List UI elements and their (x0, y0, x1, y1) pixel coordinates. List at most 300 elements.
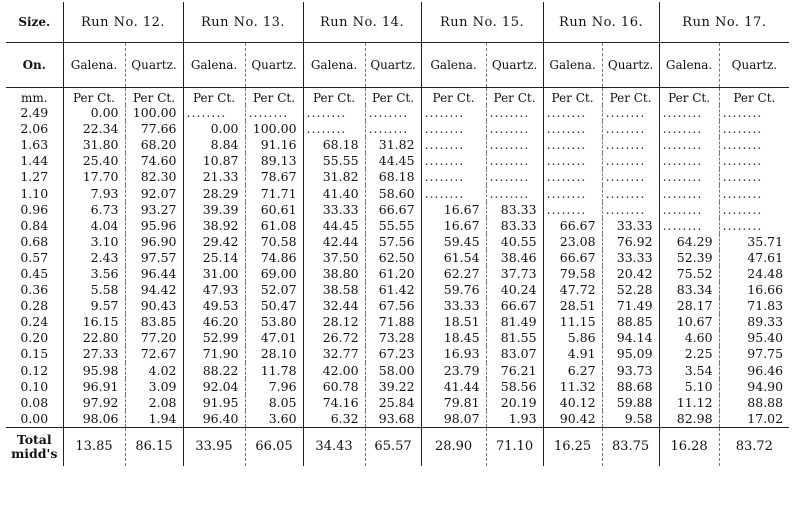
galena-cell: 33.33 (303, 202, 365, 218)
quartz-cell: 94.42 (125, 282, 183, 298)
quartz-cell: ........ (719, 137, 789, 153)
galena-cell: 66.67 (543, 250, 602, 266)
quartz-cell: 77.20 (125, 330, 183, 346)
galena-cell: 11.15 (543, 314, 602, 330)
galena-cell: 98.06 (63, 411, 125, 428)
galena-cell: 23.08 (543, 234, 602, 250)
galena-cell: 79.58 (543, 266, 602, 282)
galena-cell: 4.04 (63, 218, 125, 234)
quartz-cell: 28.10 (245, 346, 303, 362)
quartz-cell: 60.61 (245, 202, 303, 218)
quartz-cell: 93.27 (125, 202, 183, 218)
table-row (6, 346, 789, 362)
galena-cell: ........ (659, 218, 719, 234)
size-unit: mm. (6, 88, 63, 106)
data-table (6, 2, 789, 466)
galena-cell: ........ (543, 105, 602, 121)
size-cell: 0.28 (20, 298, 49, 314)
table-body (6, 88, 789, 466)
quartz-cell: 4.02 (125, 363, 183, 379)
size-cell: 0.24 (20, 314, 49, 330)
galena-cell: ........ (421, 169, 486, 185)
total-galena-cell: 16.25 (543, 427, 602, 466)
quartz-cell: 20.42 (602, 266, 659, 282)
quartz-cell: 52.07 (245, 282, 303, 298)
table-row (6, 185, 789, 201)
galena-cell: 5.10 (659, 379, 719, 395)
quartz-header: Quartz. (486, 43, 543, 88)
total-quartz-cell: 65.57 (365, 427, 421, 466)
size-cell: 0.36 (20, 282, 49, 298)
size-cell: 0.00 (20, 410, 49, 426)
table-row (6, 105, 789, 121)
quartz-cell: 72.67 (125, 346, 183, 362)
galena-cell: 52.39 (659, 250, 719, 266)
galena-header: Galena. (421, 43, 486, 88)
galena-cell: 16.15 (63, 314, 125, 330)
table-row (6, 379, 789, 395)
quartz-cell: ........ (486, 105, 543, 121)
quartz-cell: 3.60 (245, 411, 303, 428)
quartz-cell: 81.55 (486, 330, 543, 346)
galena-cell: 66.67 (543, 218, 602, 234)
quartz-header: Quartz. (602, 43, 659, 88)
size-cell: 0.20 (20, 330, 49, 346)
galena-cell: 79.81 (421, 395, 486, 411)
total-galena-cell: 16.28 (659, 427, 719, 466)
quartz-cell: 1.94 (125, 411, 183, 428)
galena-cell: 62.27 (421, 266, 486, 282)
quartz-cell: 82.30 (125, 169, 183, 185)
percent-unit: Per Ct. (602, 88, 659, 106)
quartz-cell: 93.68 (365, 411, 421, 428)
quartz-cell: ........ (365, 105, 421, 121)
galena-cell: 46.20 (183, 314, 245, 330)
quartz-cell: 53.80 (245, 314, 303, 330)
galena-cell: 2.43 (63, 250, 125, 266)
quartz-cell: ........ (602, 121, 659, 137)
quartz-cell: ........ (602, 105, 659, 121)
galena-cell: 52.99 (183, 330, 245, 346)
galena-cell: 29.42 (183, 234, 245, 250)
galena-cell: 3.54 (659, 363, 719, 379)
galena-cell: ........ (543, 153, 602, 169)
quartz-cell: 96.90 (125, 234, 183, 250)
galena-cell: 97.92 (63, 395, 125, 411)
quartz-cell: 88.88 (719, 395, 789, 411)
size-cell: 0.12 (20, 362, 49, 378)
quartz-cell: 38.46 (486, 250, 543, 266)
galena-cell: 61.54 (421, 250, 486, 266)
galena-cell: 88.22 (183, 363, 245, 379)
table-row (6, 330, 789, 346)
units-row (6, 88, 789, 106)
size-cell: 0.68 (20, 233, 49, 249)
galena-cell: 4.91 (543, 346, 602, 362)
table-row (6, 395, 789, 411)
run-header: Run No. 12. (63, 2, 183, 43)
galena-cell: 22.34 (63, 121, 125, 137)
quartz-cell: ........ (602, 185, 659, 201)
quartz-cell: 25.84 (365, 395, 421, 411)
percent-unit: Per Ct. (486, 88, 543, 106)
size-cell: 1.27 (20, 169, 49, 185)
galena-cell: 47.72 (543, 282, 602, 298)
galena-cell: ........ (543, 121, 602, 137)
table-row (6, 234, 789, 250)
on-header: On. (6, 43, 63, 88)
quartz-cell: 89.33 (719, 314, 789, 330)
galena-cell: 17.70 (63, 169, 125, 185)
total-label-line1: Total (16, 431, 52, 447)
quartz-cell: 97.57 (125, 250, 183, 266)
galena-cell: 6.73 (63, 202, 125, 218)
quartz-cell: 40.24 (486, 282, 543, 298)
galena-header: Galena. (303, 43, 365, 88)
quartz-cell: 70.58 (245, 234, 303, 250)
size-cell: 1.10 (20, 185, 49, 201)
quartz-cell: 17.02 (719, 411, 789, 428)
quartz-cell: 47.01 (245, 330, 303, 346)
galena-cell: 27.33 (63, 346, 125, 362)
galena-cell: 39.39 (183, 202, 245, 218)
quartz-cell: ........ (486, 121, 543, 137)
quartz-cell: ........ (486, 153, 543, 169)
galena-cell: 28.12 (303, 314, 365, 330)
galena-cell: 23.79 (421, 363, 486, 379)
quartz-cell: 83.85 (125, 314, 183, 330)
quartz-cell: ........ (602, 137, 659, 153)
galena-header: Galena. (659, 43, 719, 88)
galena-cell: 44.45 (303, 218, 365, 234)
galena-cell: 28.17 (659, 298, 719, 314)
galena-cell: 5.58 (63, 282, 125, 298)
size-cell: 0.10 (20, 378, 49, 394)
percent-unit: Per Ct. (303, 88, 365, 106)
quartz-cell: 96.44 (125, 266, 183, 282)
quartz-cell: 69.00 (245, 266, 303, 282)
quartz-cell: 92.07 (125, 185, 183, 201)
size-cell: 1.63 (20, 137, 49, 153)
quartz-cell: 91.16 (245, 137, 303, 153)
galena-cell: 42.44 (303, 234, 365, 250)
galena-cell: 59.45 (421, 234, 486, 250)
quartz-cell: 89.13 (245, 153, 303, 169)
size-cell: 0.08 (20, 394, 49, 410)
galena-cell: 64.29 (659, 234, 719, 250)
quartz-cell: 95.40 (719, 330, 789, 346)
galena-cell: 25.14 (183, 250, 245, 266)
size-cell: 2.49 (20, 105, 49, 121)
quartz-cell: 73.28 (365, 330, 421, 346)
table-row (6, 153, 789, 169)
table-row (6, 282, 789, 298)
quartz-cell: 52.28 (602, 282, 659, 298)
quartz-header: Quartz. (245, 43, 303, 88)
galena-cell: 11.32 (543, 379, 602, 395)
galena-cell: ........ (659, 202, 719, 218)
table-row (6, 121, 789, 137)
galena-cell: 0.00 (183, 121, 245, 137)
quartz-cell: 40.55 (486, 234, 543, 250)
galena-cell: 71.90 (183, 346, 245, 362)
quartz-cell: 62.50 (365, 250, 421, 266)
quartz-cell: 50.47 (245, 298, 303, 314)
total-quartz-cell: 71.10 (486, 427, 543, 466)
percent-unit: Per Ct. (63, 88, 125, 106)
quartz-cell: 71.88 (365, 314, 421, 330)
galena-cell: 22.80 (63, 330, 125, 346)
galena-cell: 6.32 (303, 411, 365, 428)
galena-cell: 38.58 (303, 282, 365, 298)
galena-cell: 38.92 (183, 218, 245, 234)
percent-unit: Per Ct. (421, 88, 486, 106)
quartz-cell: ........ (602, 169, 659, 185)
quartz-cell: ........ (719, 105, 789, 121)
galena-cell: 28.29 (183, 185, 245, 201)
quartz-cell: 61.20 (365, 266, 421, 282)
size-header: Size. (18, 15, 51, 29)
galena-header: Galena. (543, 43, 602, 88)
quartz-cell: 94.14 (602, 330, 659, 346)
galena-cell: 18.51 (421, 314, 486, 330)
galena-cell: ........ (659, 121, 719, 137)
quartz-cell: 71.49 (602, 298, 659, 314)
galena-cell: 18.45 (421, 330, 486, 346)
galena-cell: 75.52 (659, 266, 719, 282)
galena-cell: 92.04 (183, 379, 245, 395)
quartz-cell: 88.85 (602, 314, 659, 330)
galena-cell: ........ (421, 105, 486, 121)
quartz-cell: 74.60 (125, 153, 183, 169)
quartz-cell: ........ (486, 185, 543, 201)
galena-cell: ........ (183, 105, 245, 121)
table-row (6, 298, 789, 314)
quartz-cell: ........ (365, 121, 421, 137)
table-row (6, 250, 789, 266)
quartz-cell: 90.43 (125, 298, 183, 314)
quartz-cell: 77.66 (125, 121, 183, 137)
run-header: Run No. 17. (659, 2, 789, 43)
galena-cell: 10.67 (659, 314, 719, 330)
size-cell: 1.44 (20, 153, 49, 169)
quartz-cell: 7.96 (245, 379, 303, 395)
size-cell: 0.96 (20, 201, 49, 217)
percent-unit: Per Ct. (719, 88, 789, 106)
quartz-cell: 74.86 (245, 250, 303, 266)
galena-cell: 5.86 (543, 330, 602, 346)
galena-cell: 33.33 (421, 298, 486, 314)
quartz-cell: 68.18 (365, 169, 421, 185)
run-header: Run No. 14. (303, 2, 421, 43)
galena-cell: 98.07 (421, 411, 486, 428)
galena-cell: 59.76 (421, 282, 486, 298)
quartz-cell: 76.92 (602, 234, 659, 250)
total-quartz-cell: 66.05 (245, 427, 303, 466)
quartz-cell: 95.09 (602, 346, 659, 362)
quartz-cell: 31.82 (365, 137, 421, 153)
quartz-cell: ........ (719, 121, 789, 137)
table-row (6, 218, 789, 234)
galena-cell: 16.67 (421, 202, 486, 218)
galena-cell: 31.00 (183, 266, 245, 282)
quartz-cell: ........ (719, 153, 789, 169)
galena-cell: 42.00 (303, 363, 365, 379)
quartz-header: Quartz. (125, 43, 183, 88)
quartz-cell: 57.56 (365, 234, 421, 250)
quartz-cell: 66.67 (365, 202, 421, 218)
galena-cell: 31.82 (303, 169, 365, 185)
quartz-cell: ........ (719, 218, 789, 234)
galena-cell: 0.00 (63, 105, 125, 121)
galena-cell: 9.57 (63, 298, 125, 314)
galena-cell: 16.93 (421, 346, 486, 362)
galena-cell: ........ (543, 137, 602, 153)
galena-cell: 55.55 (303, 153, 365, 169)
quartz-cell: 3.09 (125, 379, 183, 395)
quartz-cell: 55.55 (365, 218, 421, 234)
quartz-cell: ........ (245, 105, 303, 121)
galena-cell: 96.40 (183, 411, 245, 428)
galena-header: Galena. (183, 43, 245, 88)
size-cell: 0.57 (20, 249, 49, 265)
quartz-cell: 100.00 (125, 105, 183, 121)
table-row (6, 266, 789, 282)
quartz-cell: 33.33 (602, 218, 659, 234)
galena-cell: 11.12 (659, 395, 719, 411)
galena-cell: 7.93 (63, 185, 125, 201)
percent-unit: Per Ct. (543, 88, 602, 106)
galena-cell: ........ (659, 153, 719, 169)
galena-cell: ........ (421, 137, 486, 153)
quartz-cell: 39.22 (365, 379, 421, 395)
galena-cell: ........ (543, 185, 602, 201)
galena-cell: ........ (421, 153, 486, 169)
quartz-cell: 71.71 (245, 185, 303, 201)
galena-cell: 4.60 (659, 330, 719, 346)
percent-unit: Per Ct. (365, 88, 421, 106)
quartz-cell: 20.19 (486, 395, 543, 411)
table-row (6, 363, 789, 379)
quartz-cell: 68.20 (125, 137, 183, 153)
quartz-cell: 47.61 (719, 250, 789, 266)
quartz-cell: 71.83 (719, 298, 789, 314)
galena-cell: ........ (543, 169, 602, 185)
galena-cell: 41.40 (303, 185, 365, 201)
header-row-minerals (6, 43, 789, 88)
quartz-cell: 93.73 (602, 363, 659, 379)
quartz-cell: ........ (486, 169, 543, 185)
galena-cell: 6.27 (543, 363, 602, 379)
galena-cell: 3.10 (63, 234, 125, 250)
galena-cell: ........ (421, 185, 486, 201)
galena-cell: 90.42 (543, 411, 602, 428)
galena-cell: 2.25 (659, 346, 719, 362)
table-row (6, 314, 789, 330)
quartz-cell: 33.33 (602, 250, 659, 266)
table-row (6, 137, 789, 153)
quartz-cell: 66.67 (486, 298, 543, 314)
quartz-cell: 61.08 (245, 218, 303, 234)
quartz-cell: 83.07 (486, 346, 543, 362)
galena-cell: 8.84 (183, 137, 245, 153)
quartz-cell: 95.96 (125, 218, 183, 234)
galena-cell: 91.95 (183, 395, 245, 411)
quartz-cell: 61.42 (365, 282, 421, 298)
quartz-cell: 2.08 (125, 395, 183, 411)
galena-cell: 16.67 (421, 218, 486, 234)
total-label-line2: midd's (11, 445, 58, 461)
galena-cell: ........ (421, 121, 486, 137)
galena-cell: 31.80 (63, 137, 125, 153)
quartz-cell: 83.33 (486, 202, 543, 218)
galena-cell: 32.77 (303, 346, 365, 362)
galena-cell: 26.72 (303, 330, 365, 346)
galena-cell: ........ (659, 137, 719, 153)
size-cell: 0.84 (20, 217, 49, 233)
table-row (6, 411, 789, 428)
header-row-runs (6, 2, 789, 43)
galena-cell: 3.56 (63, 266, 125, 282)
total-quartz-cell: 83.72 (719, 427, 789, 466)
quartz-cell: 100.00 (245, 121, 303, 137)
percent-unit: Per Ct. (183, 88, 245, 106)
quartz-cell: 88.68 (602, 379, 659, 395)
quartz-cell: ........ (719, 185, 789, 201)
quartz-cell: 9.58 (602, 411, 659, 428)
galena-cell: 21.33 (183, 169, 245, 185)
total-galena-cell: 13.85 (63, 427, 125, 466)
galena-cell: ........ (659, 105, 719, 121)
galena-cell: 37.50 (303, 250, 365, 266)
quartz-cell: 11.78 (245, 363, 303, 379)
size-cell: 0.15 (20, 346, 49, 362)
galena-cell: 83.34 (659, 282, 719, 298)
galena-header: Galena. (63, 43, 125, 88)
galena-cell: 96.91 (63, 379, 125, 395)
galena-cell: 60.78 (303, 379, 365, 395)
quartz-cell: 24.48 (719, 266, 789, 282)
galena-cell: 74.16 (303, 395, 365, 411)
quartz-cell: 94.90 (719, 379, 789, 395)
percent-unit: Per Ct. (659, 88, 719, 106)
galena-cell: 68.18 (303, 137, 365, 153)
quartz-cell: ........ (602, 153, 659, 169)
total-galena-cell: 33.95 (183, 427, 245, 466)
quartz-header: Quartz. (365, 43, 421, 88)
galena-cell: 10.87 (183, 153, 245, 169)
run-header: Run No. 16. (543, 2, 659, 43)
galena-cell: 41.44 (421, 379, 486, 395)
galena-cell: 25.40 (63, 153, 125, 169)
total-galena-cell: 34.43 (303, 427, 365, 466)
table-row (6, 202, 789, 218)
quartz-cell: 58.00 (365, 363, 421, 379)
galena-cell: 49.53 (183, 298, 245, 314)
percent-unit: Per Ct. (245, 88, 303, 106)
galena-cell: ........ (659, 169, 719, 185)
total-quartz-cell: 86.15 (125, 427, 183, 466)
quartz-cell: ........ (719, 202, 789, 218)
quartz-cell: 96.46 (719, 363, 789, 379)
total-galena-cell: 28.90 (421, 427, 486, 466)
quartz-cell: 67.56 (365, 298, 421, 314)
quartz-cell: 59.88 (602, 395, 659, 411)
quartz-cell: 44.45 (365, 153, 421, 169)
quartz-cell: 35.71 (719, 234, 789, 250)
total-quartz-cell: 83.75 (602, 427, 659, 466)
quartz-cell: ........ (486, 137, 543, 153)
